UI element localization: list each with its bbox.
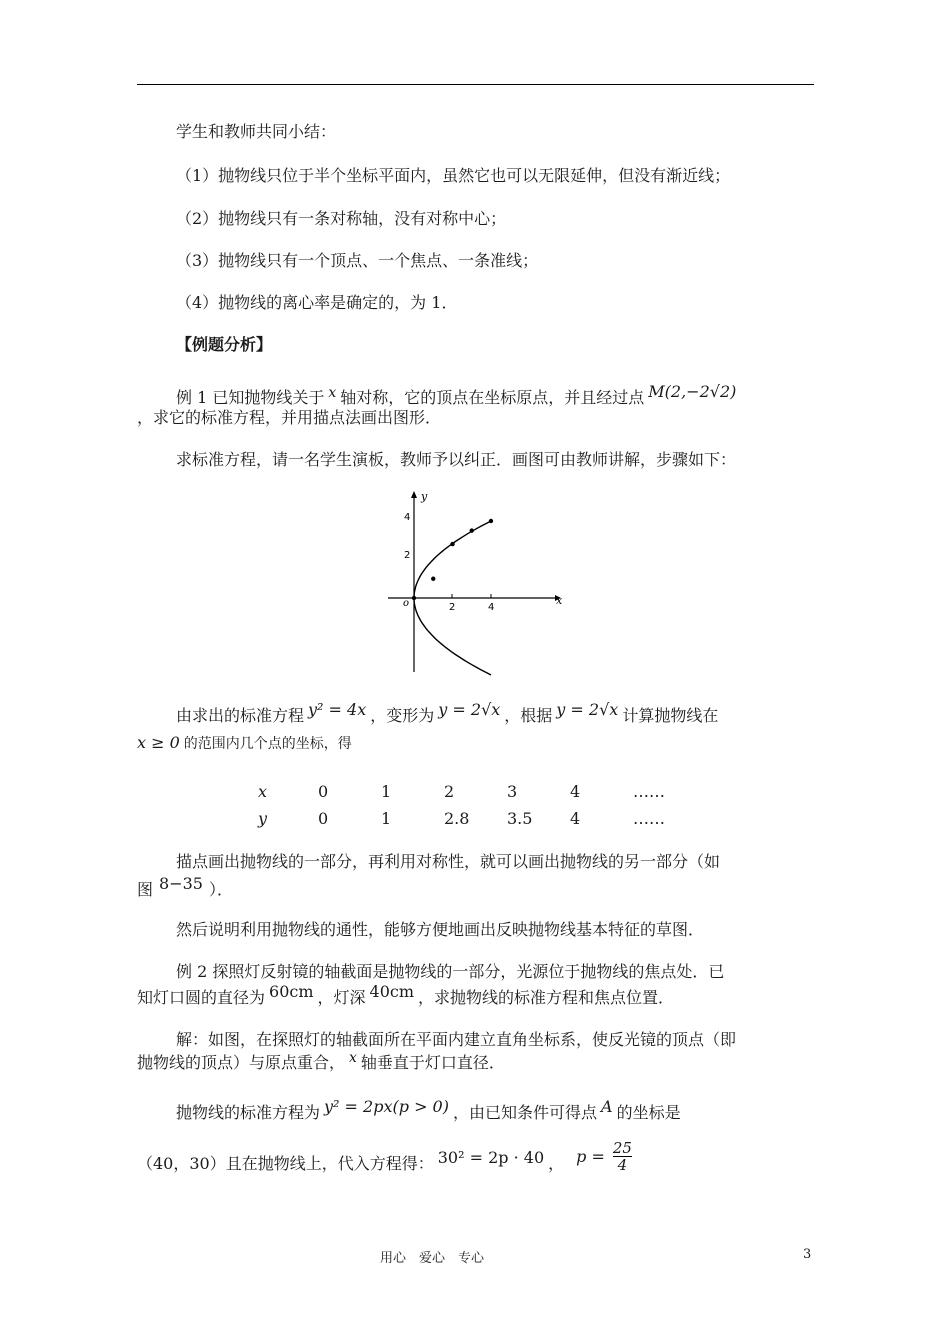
origin-label: o xyxy=(403,598,410,609)
derive-text-a: 由求出的标准方程 xyxy=(176,706,305,725)
plot-text-line-1: 描点画出抛物线的一部分，再利用对称性，就可以画出抛物线的另一部分（如 xyxy=(176,852,721,871)
figure-reference: 8−35 xyxy=(159,874,203,893)
page-footer: 用心 爱心 专心 xyxy=(380,1251,485,1266)
ex1-text-b: 轴对称，它的顶点在坐标原点，并且经过点 xyxy=(340,388,645,407)
derive-text-d: 计算抛物线在 xyxy=(622,706,719,725)
plot-text-line-2 xyxy=(137,874,233,900)
example-2-line-2 xyxy=(137,982,675,1008)
p-equals: p = xyxy=(576,1146,605,1166)
y-tick-2: 2 xyxy=(404,550,411,561)
ex2-text-b: ，灯深 xyxy=(317,988,366,1007)
table-cell: 0 xyxy=(318,782,329,801)
summary-point-4: （4）抛物线的离心率是确定的，为 1． xyxy=(176,293,458,312)
point-a-label: A xyxy=(601,1097,613,1116)
derive-text-b: ，变形为 xyxy=(370,706,435,725)
table-cell: …… xyxy=(633,782,665,801)
plot-text-b: ）． xyxy=(208,880,233,899)
ex2-text-c: ，求抛物线的标准方程和焦点位置． xyxy=(418,988,675,1007)
solution-text-b: 轴垂直于灯口直径． xyxy=(360,1053,505,1072)
solution-line-1: 解：如图，在探照灯的轴截面所在平面内建立直角坐标系，使反光镜的顶点（即 xyxy=(176,1030,737,1049)
header-rule xyxy=(137,84,814,85)
table-cell: 2.8 xyxy=(444,809,470,828)
derive-text-c: ，根据 xyxy=(504,706,553,725)
summary-point-1: （1）抛物线只位于半个坐标平面内，虽然它也可以无限延伸，但没有渐近线； xyxy=(176,166,731,185)
ex1-point-m: M(2,−2√2) xyxy=(648,382,737,401)
explanation: 然后说明利用抛物线的通性，能够方便地画出反映抛物线基本特征的草图． xyxy=(176,920,705,939)
ex2-text-a: 知灯口圆的直径为 xyxy=(137,988,266,1007)
std-text-b: ，由已知条件可得点 xyxy=(452,1103,597,1122)
solution-text-a: 抛物线的顶点）与原点重合， xyxy=(137,1053,346,1072)
p-denominator: 4 xyxy=(613,1156,632,1173)
table-cell: 1 xyxy=(381,782,392,801)
data-point xyxy=(470,528,474,532)
table-cell: 4 xyxy=(570,782,581,801)
table-cell: 4 xyxy=(570,809,581,828)
depth-value: 40cm xyxy=(369,982,415,1001)
table-cell: 0 xyxy=(318,809,329,828)
derivation-line-2 xyxy=(137,733,352,754)
example-2-line-1: 例 2 探照灯反射镜的轴截面是抛物线的一部分，光源位于抛物线的焦点处．已 xyxy=(176,962,725,981)
p-fraction xyxy=(613,1140,632,1173)
derivation-line-1 xyxy=(176,700,719,726)
calc-text-a: （40，30）且在抛物线上，代入方程得： xyxy=(137,1154,434,1173)
summary-title: 学生和教师共同小结： xyxy=(176,122,337,141)
page-number: 3 xyxy=(803,1247,812,1262)
solution-var-x: x xyxy=(349,1050,357,1066)
solution-line-2 xyxy=(137,1050,505,1074)
row-label-y: y xyxy=(258,809,268,828)
equation-y-2sqrtx: y = 2√x xyxy=(438,700,501,719)
p-numerator: 25 xyxy=(612,1139,632,1157)
standard-equation-line xyxy=(176,1097,681,1123)
equation-y-2sqrtx-2: y = 2√x xyxy=(556,700,619,719)
table-cell: 3 xyxy=(507,782,518,801)
data-point xyxy=(450,542,454,546)
equation-30sq: 30² = 2p · 40 xyxy=(437,1148,545,1167)
y-axis-arrow xyxy=(411,491,417,498)
ex1-text-a: 例 1 已知抛物线关于 xyxy=(176,388,325,407)
equation-y2-2px: y² = 2px(p > 0) xyxy=(324,1097,449,1116)
row-label-x: x xyxy=(258,782,268,801)
values-table xyxy=(258,778,696,832)
x-tick-4: 4 xyxy=(488,602,495,613)
data-point xyxy=(412,596,416,600)
std-text-c: 的坐标是 xyxy=(616,1103,681,1122)
parabola-figure xyxy=(383,486,568,676)
example-1-line-1 xyxy=(176,382,740,409)
diameter-value: 60cm xyxy=(269,982,314,1001)
table-cell: 2 xyxy=(444,782,455,801)
derive-text-e: 的范围内几个点的坐标，得 xyxy=(183,736,352,752)
std-text-a: 抛物线的标准方程为 xyxy=(176,1103,321,1122)
x-tick-2: 2 xyxy=(449,602,456,613)
table-cell: …… xyxy=(633,809,665,828)
calculation-line xyxy=(137,1139,636,1181)
table-row xyxy=(258,805,696,832)
y-tick-4: 4 xyxy=(404,512,411,523)
table-cell: 3.5 xyxy=(507,809,533,828)
equation-y2-4x: y² = 4x xyxy=(308,700,367,719)
example-1-method: 求标准方程，请一名学生演板，教师予以纠正．画图可由教师讲解，步骤如下： xyxy=(176,450,737,469)
y-axis-label: y xyxy=(421,490,428,503)
calc-separator: ， xyxy=(548,1154,565,1173)
condition-x-ge-0: x ≥ 0 xyxy=(137,733,180,752)
data-point xyxy=(489,519,493,523)
x-axis-label: x xyxy=(556,594,563,607)
summary-point-2: （2）抛物线只有一条对称轴，没有对称中心； xyxy=(176,209,507,228)
example-1-line-2: ，求它的标准方程，并用描点法画出图形． xyxy=(137,408,442,427)
plot-text-a: 图 xyxy=(137,880,154,899)
summary-point-3: （3）抛物线只有一个顶点、一个焦点、一条准线； xyxy=(176,251,539,270)
data-point xyxy=(431,577,435,581)
table-row xyxy=(258,778,696,805)
ex1-var-x: x xyxy=(328,385,337,401)
section-header: 【例题分析】 xyxy=(176,335,273,354)
table-cell: 1 xyxy=(381,809,392,828)
